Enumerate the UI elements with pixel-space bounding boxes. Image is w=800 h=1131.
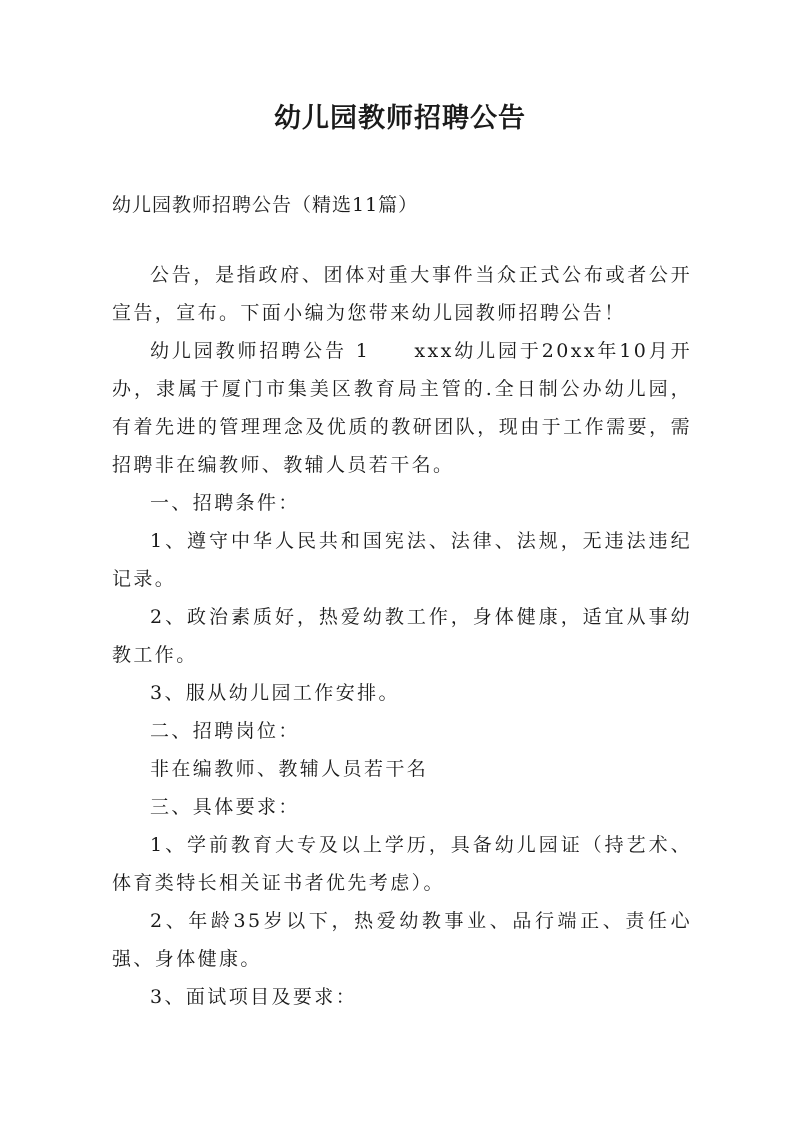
condition-item-1: 1、遵守中华人民共和国宪法、法律、法规，无违法违纪记录。 (112, 530, 692, 590)
document-title: 幼儿园教师招聘公告 (274, 103, 526, 134)
section-heading-conditions: 一、招聘条件： (150, 492, 300, 514)
paragraph-intro: 公告，是指政府、团体对重大事件当众正式公布或者公开宣告，宣布。下面小编为您带来幼儿园教师招聘公告！ (112, 264, 692, 324)
requirement-item-1: 1、学前教育大专及以上学历，具备幼儿园证（持艺术、体育类特长相关证书者优先考虑）。 (112, 834, 692, 894)
section-heading-requirements: 三、具体要求： (150, 796, 300, 818)
requirement-item-2: 2、年龄35岁以下，热爱幼教事业、品行端正、责任心强、身体健康。 (112, 910, 692, 970)
paragraph-notice-1: 幼儿园教师招聘公告 1 xxx幼儿园于20xx年10月开办，隶属于厦门市集美区教育局主管的.全日制公办幼儿园，有着先进的管理理念及优质的教研团队，现由于工作需要，需招聘非在编教师、教辅人员若干名。 (112, 340, 692, 476)
condition-item-2: 2、政治素质好，热爱幼教工作，身体健康，适宜从事幼教工作。 (112, 606, 692, 666)
section-heading-positions: 二、招聘岗位： (150, 720, 300, 742)
requirement-item-3: 3、面试项目及要求： (150, 986, 358, 1008)
document-body (112, 256, 692, 1016)
condition-item-3: 3、服从幼儿园工作安排。 (150, 682, 400, 704)
positions-text: 非在编教师、教辅人员若干名 (150, 758, 429, 780)
document-subtitle: 幼儿园教师招聘公告（精选11篇） (112, 194, 419, 216)
